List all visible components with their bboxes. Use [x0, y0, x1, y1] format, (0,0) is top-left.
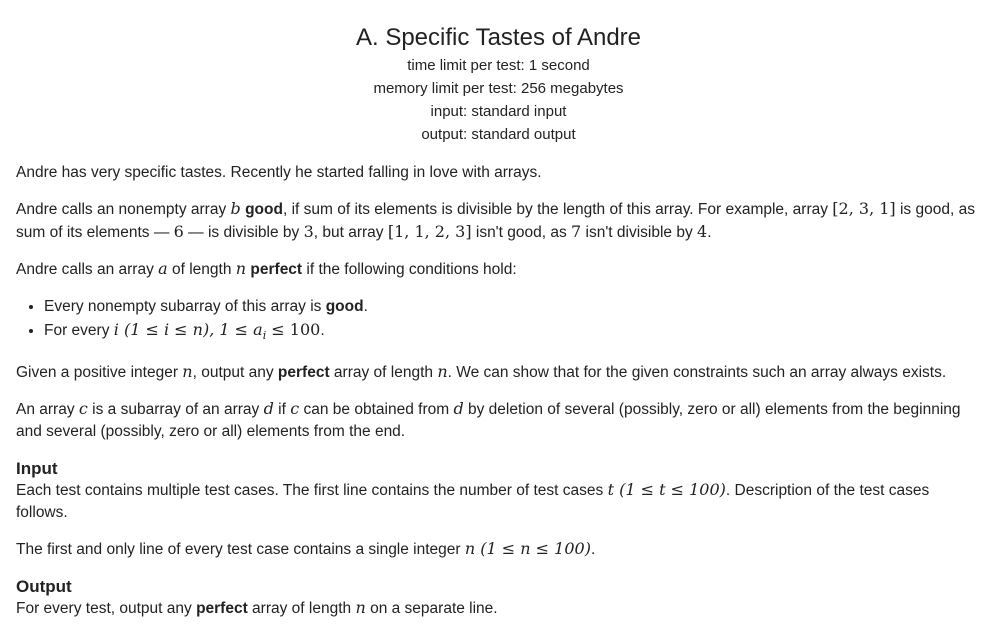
conditions-list [16, 295, 981, 347]
statement-paragraph-1: Andre has very specific tastes. Recently he started falling in love with arrays. [16, 164, 542, 181]
memory-limit: memory limit per test: 256 megabytes [373, 80, 624, 97]
list-item: • Every nonempty subarray of this array is good. [44, 295, 981, 318]
input-heading: Input [16, 459, 58, 479]
output-heading: Output [16, 577, 72, 597]
problem-limits [16, 54, 981, 146]
statement-paragraph-5: An array c is a subarray of an array d if c can be obtained from d by deletion of several (possibly, zero or all) elements from the beginning and several (possibly, zero or all) elements from the end. [16, 399, 961, 441]
statement-paragraph-2: Andre calls an nonempty array b good, if sum of its elements is divisible by the length of this array. For example, array [2, 3, 1] is good, as sum of its elements — 6 — is divisible by 3, but array [1, 1, 2, 3] isn't good, as 7 isn't divisible by 4. [16, 199, 975, 241]
statement-paragraph-4: Given a positive integer n, output any perfect array of length n. We can show that for the given constraints such an array always exists. [16, 362, 947, 382]
problem-header [16, 0, 981, 146]
statement-paragraph-3: Andre calls an array a of length n perfect if the following conditions hold: [16, 259, 517, 278]
input-paragraph-1: Each test contains multiple test cases. The first line contains the number of test cases t (1 ≤ t ≤ 100). Description of the test cases follows. [16, 480, 930, 522]
input-spec: input: standard input [430, 103, 567, 120]
problem-title: A. Specific Tastes of Andre [355, 24, 642, 51]
input-paragraph-2: The first and only line of every test case contains a single integer n (1 ≤ n ≤ 100). [16, 539, 596, 559]
time-limit: time limit per test: 1 second [407, 57, 590, 74]
output-spec: output: standard output [421, 126, 576, 143]
list-item: • For every i (1 ≤ i ≤ n), $1 \le a_i \le 100$. [44, 318, 981, 347]
output-paragraph: For every test, output any perfect array of length n on a separate line. [16, 598, 498, 618]
